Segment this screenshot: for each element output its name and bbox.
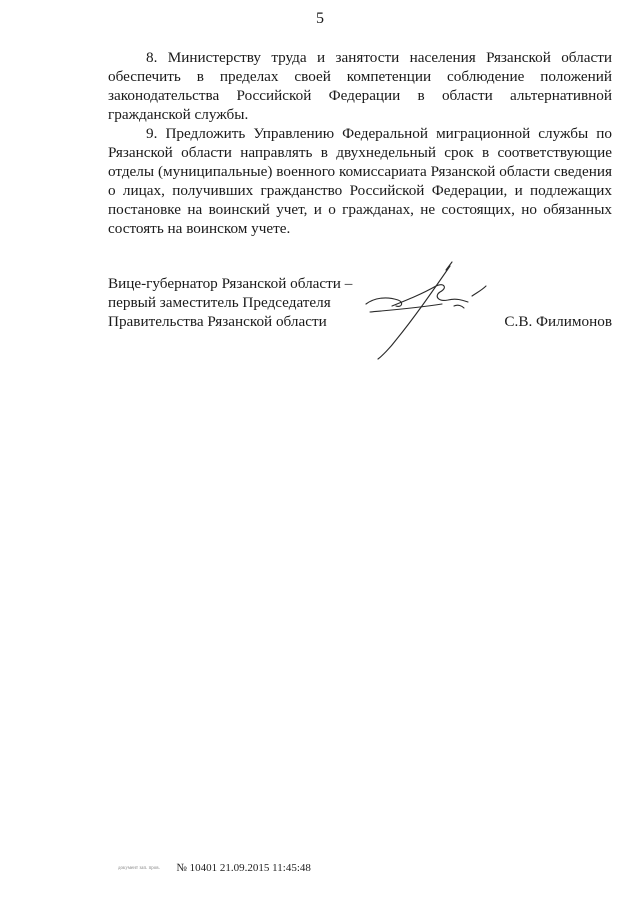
paragraph-9: 9. Предложить Управлению Федеральной миграционной службы по Рязанской области направлять в двухнедельный срок в соответствующие отделы (муниципальные) военного комиссариата Рязанской области сведения о лицах, получивших гражданство Российской Федерации, и подлежащих постановке на воинский учет, и о гражданах, не состоящих, но обязанных состоять на воинском учете.	[108, 125, 612, 237]
signer-title-line: Правительства Рязанской области	[108, 313, 327, 330]
registration-number-mark: №	[176, 862, 187, 874]
registration-stamp	[118, 862, 311, 874]
page-number: 5	[316, 10, 324, 27]
registration-number: 10401	[189, 862, 218, 874]
registration-prefix: документ зап. пров.	[118, 865, 160, 871]
paragraph-8: 8. Министерству труда и занятости населения Рязанской области обеспечить в пределах своей компетенции соблюдение положений законодательства Российской Федерации в области альтернативной гражданской службы.	[108, 49, 612, 123]
signer-title-line: Вице-губернатор Рязанской области –	[108, 275, 353, 292]
document-body	[108, 48, 612, 238]
signer-title-line: первый заместитель Председателя	[108, 294, 331, 311]
signer-name: С.В. Филимонов	[504, 313, 612, 330]
handwritten-signature	[352, 256, 502, 360]
registration-datetime: 21.09.2015 11:45:48	[219, 862, 311, 874]
